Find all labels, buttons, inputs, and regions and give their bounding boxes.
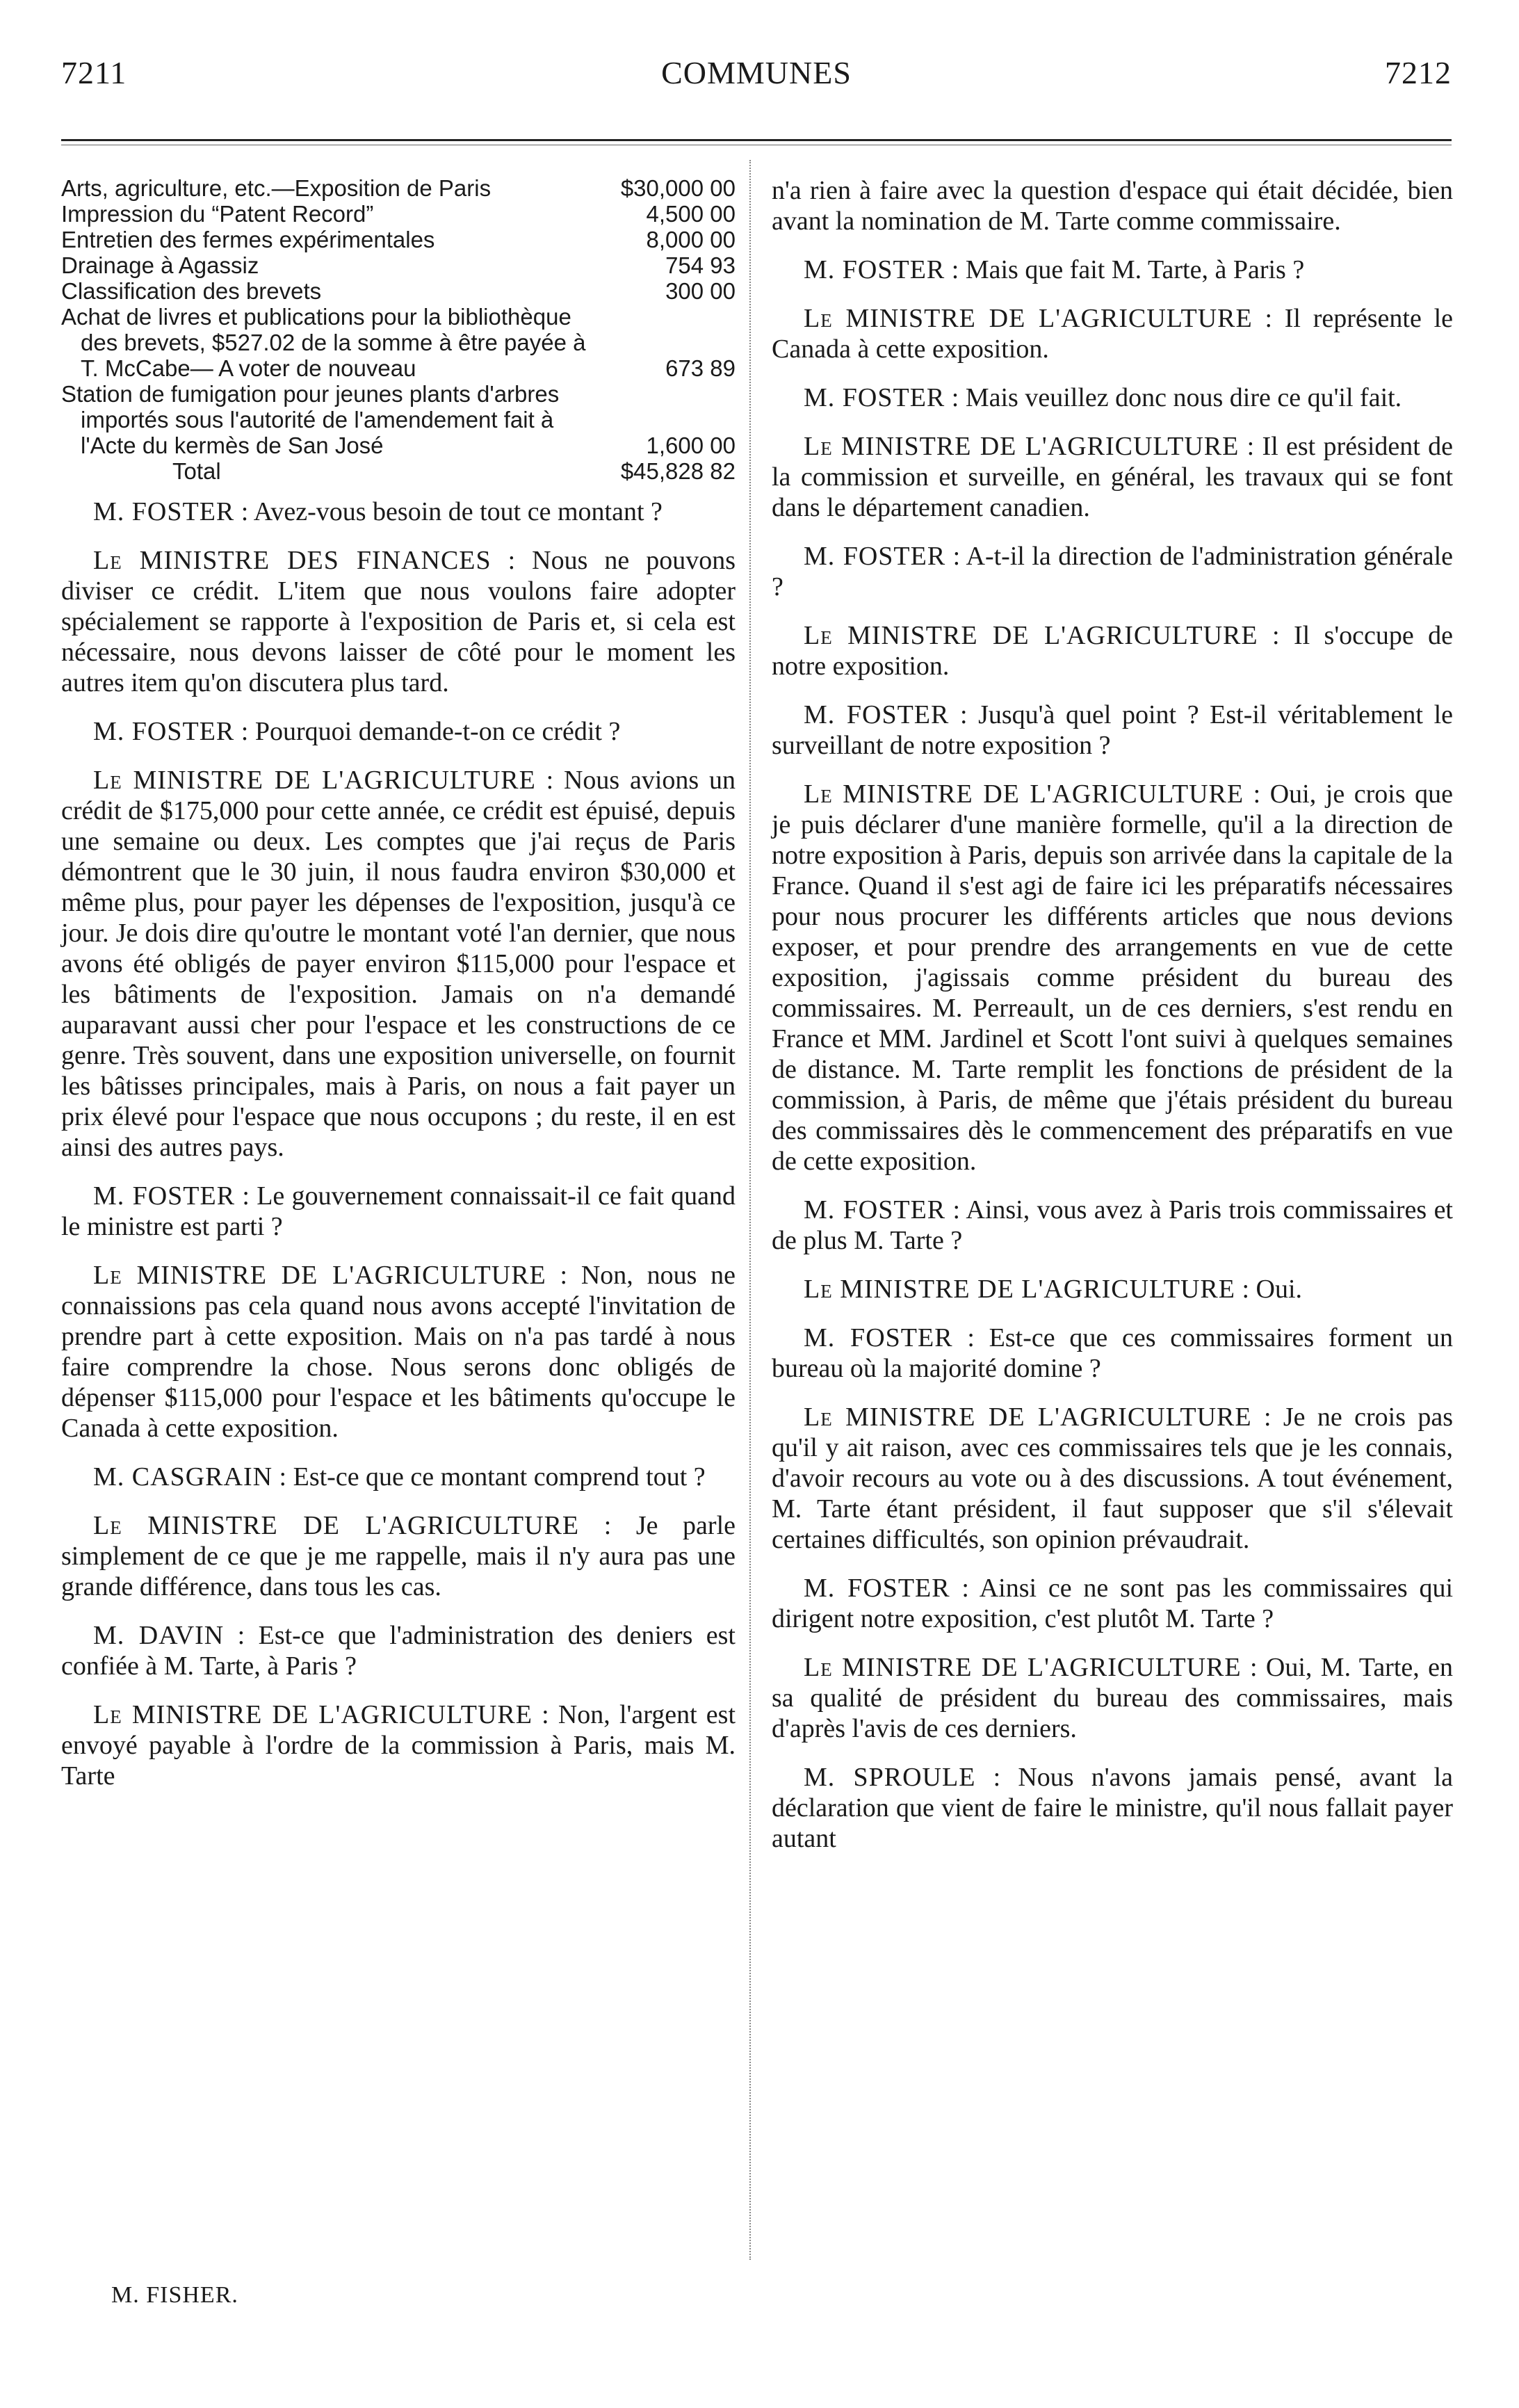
speech-text: Ainsi ce ne sont pas les commissaires qui dirigent notre exposition, c'est plutôt M. Tarte ? — [772, 1574, 1453, 1633]
total-label: Total — [172, 458, 221, 484]
speech-paragraph: Le MINISTRE DE L'AGRICULTURE : Oui, M. Tarte, en sa qualité de président du bureau des commissaires, mais d'après l'avis de ces derniers. — [772, 1653, 1453, 1743]
speaker-name: Le MINISTRE DE L'AGRICULTURE — [804, 432, 1240, 461]
estimate-row — [61, 227, 736, 252]
total-amount: $45,828 82 — [620, 458, 736, 484]
speech-paragraph: M. FOSTER : Jusqu'à quel point ? Est-il véritablement le surveillant de notre exposition ? — [772, 700, 1453, 760]
speaker-name: Le MINISTRE DE L'AGRICULTURE — [93, 1511, 580, 1540]
estimate-label: Classification des brevets — [61, 278, 322, 304]
estimate-total-row — [61, 458, 736, 484]
speaker-name: M. FOSTER — [804, 1574, 950, 1603]
speech-text: Non, l'argent est envoyé payable à l'ordre de la commission à Paris, mais M. Tarte — [61, 1700, 736, 1791]
speaker-name: Le MINISTRE DE L'AGRICULTURE — [804, 621, 1258, 650]
speech-text: Ainsi, vous avez à Paris trois commissaires et de plus M. Tarte ? — [772, 1195, 1453, 1255]
speaker-name: Le MINISTRE DE L'AGRICULTURE — [804, 304, 1253, 333]
speaker-name: Le MINISTRE DES FINANCES — [93, 546, 492, 575]
estimate-label: Arts, agriculture, etc.—Exposition de Paris — [61, 175, 492, 201]
speech-text: Il est président de la commission et surveille, en général, les travaux qui se font dans le département canadien. — [772, 432, 1453, 522]
speaker-name: Le MINISTRE DE L'AGRICULTURE — [804, 1403, 1252, 1432]
estimate-row — [61, 304, 736, 381]
speech-text: Nous avions un crédit de $175,000 pour cette année, ce crédit est épuisé, depuis une semaine ou deux. Les comptes que j'ai reçus de Paris démontrent que le 30 juin, il nous faudra environ $30,000 et même plus, pour payer les dépenses de l'exposition, jusqu'à ce jour. Je dois dire qu'outre le montant voté l'an dernier, que nous avons été obligés de payer environ $115,000 pour l'espace et les bâtiments de l'exposition. Jamais on n'a demandé auparavant aussi cher pour l'espace et les constructions de ce genre. Très souvent, dans une exposition universelle, on fournit les bâtisses principales, mais à Paris, on nous a fait payer un prix élevé pour l'espace que nous occupons ; du reste, il en est ainsi des autres pays. — [61, 766, 736, 1162]
speaker-name: M. FOSTER — [804, 700, 950, 729]
speech-text: Est-ce que ce montant comprend tout ? — [293, 1462, 706, 1492]
speech-paragraph: Le MINISTRE DE L'AGRICULTURE : Oui, je crois que je puis déclarer d'une manière formelle, qu'il a la direction de notre exposition à Paris, depuis son arrivée dans la capitale de la France. Quand il s'est agi de faire ici les préparatifs nécessaires pour nous procurer les différents articles que nous devions exposer, et pour prendre des arrangements en vue de cette exposition, j'agissais comme président du bureau des commissaires. M. Perreault, un de ces derniers, s'est rendu en France et MM. Jardinel et Scott l'ont suivi à quelques semaines de distance. M. Tarte remplit les fonctions de président de la commission, à Paris, de même que j'étais président du bureau des commissaires dès le commencement des préparatifs en vue de cette exposition. — [772, 779, 1454, 1176]
speech-paragraph: M. FOSTER : Mais veuillez donc nous dire ce qu'il fait. — [804, 383, 1402, 412]
speaker-name: Le MINISTRE DE L'AGRICULTURE — [93, 766, 536, 795]
continued-paragraph: n'a rien à faire avec la question d'espace qui était décidée, bien avant la nomination de M. Tarte comme commissaire. — [772, 176, 1453, 236]
speech-paragraph: M. FOSTER : A-t-il la direction de l'administration générale ? — [772, 542, 1453, 601]
page-number-right: 7212 — [1385, 55, 1452, 90]
speech-paragraph: M. DAVIN : Est-ce que l'administration des deniers est confiée à M. Tarte, à Paris ? — [61, 1621, 736, 1681]
estimates-table — [61, 175, 736, 484]
speech-text: Mais que fait M. Tarte, à Paris ? — [965, 255, 1305, 284]
speech-paragraph: Le MINISTRE DE L'AGRICULTURE : Il est président de la commission et surveille, en général, les travaux qui se font dans le département canadien. — [772, 432, 1453, 522]
speech-text: Est-ce que ces commissaires forment un bureau où la majorité domine ? — [772, 1323, 1453, 1383]
speech-paragraph: Le MINISTRE DE L'AGRICULTURE : Nous avions un crédit de $175,000 pour cette année, ce crédit est épuisé, depuis une semaine ou deux. Les comptes que j'ai reçus de Paris démontrent que le 30 juin, il nous faudra environ $30,000 et même plus, pour payer les dépenses de l'exposition, jusqu'à ce jour. Je dois dire qu'outre le montant voté l'an dernier, que nous avons été obligés de payer environ $115,000 pour l'espace et les bâtiments de l'exposition. Jamais on n'a demandé auparavant aussi cher pour l'espace et les constructions de ce genre. Très souvent, dans une exposition universelle, on fournit les bâtisses principales, mais à Paris, on nous a fait payer un prix élevé pour l'espace que nous occupons ; du reste, il en est ainsi des autres pays. — [61, 766, 736, 1162]
speech-paragraph: M. FOSTER : Avez-vous besoin de tout ce montant ? — [93, 497, 663, 526]
speech-text: Oui, je crois que je puis déclarer d'une manière formelle, qu'il a la direction de notre exposition à Paris, depuis son arrivée dans la capitale de la France. Quand il s'est agi de faire ici les préparatifs nécessaires pour nous procurer les différents articles que nous devions exposer, et pour prendre des arrangements en vue de cette exposition, j'agissais comme président du bureau des commissaires. M. Perreault, un de ces derniers, s'est rendu en France et MM. Jardinel et Scott l'ont suivi à quelques semaines de distance. M. Tarte remplit les fonctions de président de la commission, à Paris, de même que j'étais président du bureau des commissaires dès le commencement des préparatifs en vue de cette exposition. — [772, 779, 1454, 1176]
speech-text: Le gouvernement connaissait-il ce fait quand le ministre est parti ? — [61, 1181, 736, 1241]
speech-paragraph: M. FOSTER : Ainsi ce ne sont pas les commissaires qui dirigent notre exposition, c'est plutôt M. Tarte ? — [772, 1574, 1453, 1633]
speaker-name: M. FOSTER — [93, 497, 235, 526]
speech-paragraph: M. FOSTER : Le gouvernement connaissait-il ce fait quand le ministre est parti ? — [61, 1181, 736, 1241]
estimate-row — [61, 252, 736, 278]
speaker-name: M. FOSTER — [804, 1195, 946, 1225]
speech-paragraph: Le MINISTRE DE L'AGRICULTURE : Je ne crois pas qu'il y ait raison, avec ces commissaires tels que je les connais, d'avoir recours au vote ou à des discussions. A tout événement, M. Tarte étant président, il faut supposer que s'il s'élevait certaines difficultés, son opinion prévaudrait. — [772, 1403, 1454, 1554]
speaker-name: M. DAVIN — [93, 1621, 225, 1650]
speech-paragraph: Le MINISTRE DES FINANCES : Nous ne pouvons diviser ce crédit. L'item que nous voulons faire adopter spécialement se rapporte à l'exposition de Paris et, si cela est nécessaire, nous devons laisser de côté pour le moment les autres item qu'on discutera plus tard. — [61, 546, 736, 697]
speaker-name: M. FOSTER — [804, 542, 946, 571]
speaker-name: Le MINISTRE DE L'AGRICULTURE — [804, 1275, 1235, 1304]
speech-paragraph: Le MINISTRE DE L'AGRICULTURE : Il représente le Canada à cette exposition. — [772, 304, 1453, 364]
speech-text: Il s'occupe de notre exposition. — [772, 621, 1454, 681]
speaker-name: M. FOSTER — [804, 383, 945, 412]
speaker-name: M. FOSTER — [93, 717, 235, 746]
estimate-label: Achat de livres et publications pour la bibliothèque des brevets, $527.02 de la somme à être payée à T. McCabe— A voter de nouveau — [61, 304, 586, 381]
speech-text: Non, nous ne connaissions pas cela quand nous avons accepté l'invitation de prendre part à cette exposition. Mais on n'a pas tardé à nous faire comprendre la chose. Nous serons donc obligés de dépenser $115,000 pour l'espace et les bâtiments qu'occupe le Canada à cette exposition. — [61, 1261, 736, 1443]
right-column — [772, 175, 1453, 1872]
estimate-label: Drainage à Agassiz — [61, 252, 259, 278]
speech-paragraph: Le MINISTRE DE L'AGRICULTURE : Il s'occupe de notre exposition. — [772, 621, 1454, 681]
speech-text: A-t-il la direction de l'administration générale ? — [772, 542, 1453, 601]
speaker-name: Le MINISTRE DE L'AGRICULTURE — [804, 779, 1244, 809]
speech-paragraph: M. FOSTER : Pourquoi demande-t-on ce crédit ? — [93, 717, 621, 746]
speech-text: Mais veuillez donc nous dire ce qu'il fait. — [965, 383, 1402, 412]
speech-text: Est-ce que l'administration des deniers est confiée à M. Tarte, à Paris ? — [61, 1621, 736, 1681]
estimate-row — [61, 278, 736, 304]
estimate-amount: $30,000 00 — [620, 175, 736, 201]
speech-paragraph: Le MINISTRE DE L'AGRICULTURE : Non, l'argent est envoyé payable à l'ordre de la commission à Paris, mais M. Tarte — [61, 1700, 736, 1791]
speaker-name: M. FOSTER — [804, 1323, 953, 1352]
speaker-name: Le MINISTRE DE L'AGRICULTURE — [93, 1261, 546, 1290]
running-title: COMMUNES — [661, 55, 852, 90]
speech-paragraph: M. SPROULE : Nous n'avons jamais pensé, avant la déclaration que vient de faire le ministre, qu'il nous fallait payer autant — [772, 1763, 1453, 1853]
speech-text: Nous n'avons jamais pensé, avant la déclaration que vient de faire le ministre, qu'il nous fallait payer autant — [772, 1763, 1453, 1853]
estimate-label: Impression du “Patent Record” — [61, 201, 374, 227]
estimate-amount: 754 93 — [665, 252, 736, 278]
speech-text: Pourquoi demande-t-on ce crédit ? — [254, 717, 621, 746]
speech-paragraph: M. FOSTER : Mais que fait M. Tarte, à Paris ? — [804, 255, 1305, 284]
speech-paragraph: M. FOSTER : Est-ce que ces commissaires forment un bureau où la majorité domine ? — [772, 1323, 1453, 1383]
estimate-amount: 4,500 00 — [646, 201, 736, 227]
speech-text: Avez-vous besoin de tout ce montant ? — [253, 497, 663, 526]
speech-text: Nous ne pouvons diviser ce crédit. L'item que nous voulons faire adopter spécialement se rapporte à l'exposition de Paris et, si cela est nécessaire, nous devons laisser de côté pour le moment les autres item qu'on discutera plus tard. — [61, 546, 736, 697]
speech-text: Je parle simplement de ce que je me rappelle, mais il n'y aura pas une grande différence, dans tous les cas. — [61, 1511, 736, 1601]
speech-text: Jusqu'à quel point ? Est-il véritablement le surveillant de notre exposition ? — [772, 700, 1453, 760]
page-footer: M. FISHER. — [111, 2282, 238, 2308]
speech-text: Je ne crois pas qu'il y ait raison, avec ces commissaires tels que je les connais, d'avoir recours au vote ou à des discussions. A tout événement, M. Tarte étant président, il faut supposer que s'il s'élevait certaines difficultés, son opinion prévaudrait. — [772, 1403, 1454, 1554]
estimate-amount: 300 00 — [665, 278, 736, 304]
estimate-amount: 8,000 00 — [646, 227, 736, 252]
speech-text: Il représente le Canada à cette exposition. — [772, 304, 1453, 364]
speech-paragraph: M. CASGRAIN : Est-ce que ce montant comprend tout ? — [93, 1462, 706, 1492]
speaker-name: Le MINISTRE DE L'AGRICULTURE — [804, 1653, 1242, 1682]
header-rule — [61, 139, 1452, 141]
estimate-label: Station de fumigation pour jeunes plants d'arbres importés sous l'autorité de l'amendement fait à l'Acte du kermès de San José — [61, 381, 560, 458]
estimate-label: Entretien des fermes expérimentales — [61, 227, 435, 252]
speech-text: Oui, M. Tarte, en sa qualité de président du bureau des commissaires, mais d'après l'avis de ces derniers. — [772, 1653, 1453, 1743]
column-divider — [749, 160, 751, 2260]
speech-text: Oui. — [1256, 1275, 1303, 1304]
page-number-left: 7211 — [61, 55, 127, 90]
estimate-amount: 673 89 — [665, 355, 736, 381]
speaker-name: Le MINISTRE DE L'AGRICULTURE — [93, 1700, 533, 1729]
speaker-name: M. CASGRAIN — [93, 1462, 273, 1492]
estimate-amount: 1,600 00 — [646, 433, 736, 458]
estimate-row — [61, 201, 736, 227]
speech-paragraph: M. FOSTER : Ainsi, vous avez à Paris trois commissaires et de plus M. Tarte ? — [772, 1195, 1453, 1255]
speech-paragraph: Le MINISTRE DE L'AGRICULTURE : Je parle simplement de ce que je me rappelle, mais il n'y aura pas une grande différence, dans tous les cas. — [61, 1511, 736, 1601]
left-column — [61, 175, 736, 1809]
speech-paragraph: Le MINISTRE DE L'AGRICULTURE : Non, nous ne connaissions pas cela quand nous avons accepté l'invitation de prendre part à cette exposition. Mais on n'a pas tardé à nous faire comprendre la chose. Nous serons donc obligés de dépenser $115,000 pour l'espace et les bâtiments qu'occupe le Canada à cette exposition. — [61, 1261, 736, 1443]
estimate-row — [61, 175, 736, 201]
page-header — [61, 54, 1452, 96]
speech-paragraph: Le MINISTRE DE L'AGRICULTURE : Oui. — [804, 1275, 1303, 1304]
speaker-name: M. FOSTER — [93, 1181, 236, 1211]
speaker-name: M. SPROULE — [804, 1763, 976, 1792]
estimate-row — [61, 381, 736, 458]
speaker-name: M. FOSTER — [804, 255, 945, 284]
